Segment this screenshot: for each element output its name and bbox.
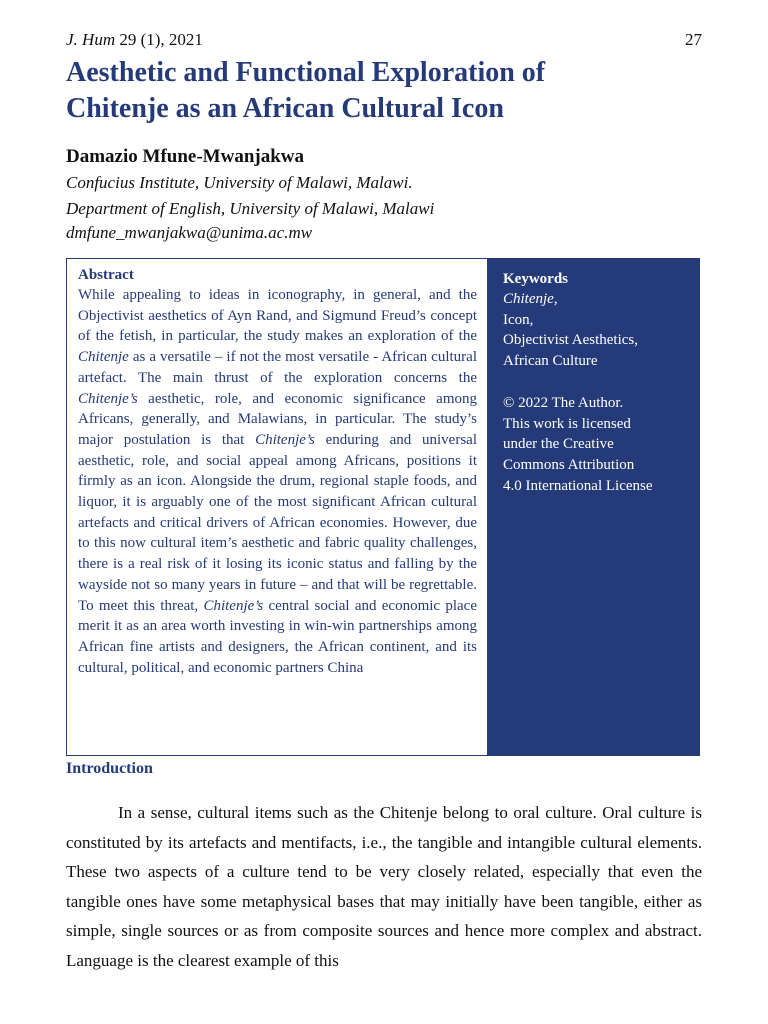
license-notice	[503, 393, 700, 497]
author-email: dmfune_mwanjakwa@unima.ac.mw	[66, 223, 313, 242]
abstract-column	[78, 265, 477, 678]
abstract-text	[78, 285, 477, 678]
abstract-heading: Abstract	[78, 267, 134, 283]
keyword-item: Chitenje,	[503, 291, 558, 307]
abstract-italic-term: Chitenje’s	[255, 431, 315, 448]
keywords-panel	[487, 259, 700, 755]
volume-issue-year: 29 (1), 2021	[119, 30, 203, 49]
journal-page	[66, 0, 702, 1024]
license-line: This work is licensed	[503, 415, 631, 432]
article-title	[66, 55, 702, 127]
introduction-paragraph: In a sense, cultural items such as the Chitenje belong to oral culture. Oral culture is constituted by its artefacts and mentifacts, i.e., the tangible and intangible cultural elements. These two aspects of a culture tend to be very closely related, especially that even the tangible ones have some metaphysical bases that may initially have been tangible, either as simple, single sources or as from composite sources and hence more complex and abstract. Language is the clearest example of this	[66, 803, 702, 970]
keywords-heading: Keywords	[503, 271, 568, 287]
abstract-segment: central social and economic place merit it as an area worth investing in win-win partnerships among African fine artists and designers, the African continent, and its cultural, political, and economic partners China	[78, 597, 477, 676]
abstract-segment: While appealing to ideas in iconography, in general, and the Objectivist aesthetics of Ayn Rand, and Sigmund Freud’s concept of the fetish, in particular, the study makes an exploration of the	[78, 287, 477, 345]
title-line-2: Chitenje as an African Cultural Icon	[66, 93, 504, 124]
title-line-1: Aesthetic and Functional Exploration of	[66, 57, 546, 88]
license-line: under the Creative	[503, 436, 614, 453]
page-number: 27	[685, 30, 702, 49]
license-line: Commons Attribution	[503, 456, 635, 473]
keyword-item: Icon,	[503, 311, 534, 328]
author-affiliation-2: Department of English, University of Malawi, Malawi	[66, 199, 435, 218]
introduction-heading: Introduction	[66, 760, 153, 777]
keyword-item: African Culture	[503, 353, 598, 370]
journal-abbrev: J. Hum	[66, 30, 116, 49]
abstract-italic-term: Chitenje’s	[78, 390, 138, 407]
author-name: Damazio Mfune-Mwanjakwa	[66, 146, 305, 167]
abstract-segment: enduring and universal aesthetic, role, and social appeal among Africans, positions it firmly as an icon. Alongside the drum, regional staple foods, and liquor, it is arguably one of the most significant African cultural artefacts and critical drivers of African economies. However, due to this now cultural item’s aesthetic and fabric quality challenges, there is a real risk of it losing its iconic status and falling by the wayside not so many years in future – and that will be regrettable. To meet this threat,	[78, 431, 477, 614]
license-line: 4.0 International License	[503, 477, 653, 494]
author-affiliation-1: Confucius Institute, University of Malawi, Malawi.	[66, 173, 413, 192]
abstract-box	[66, 258, 700, 756]
abstract-italic-term: Chitenje’s	[203, 597, 264, 614]
running-head	[66, 30, 702, 54]
abstract-segment: aesthetic, role, and economic significance among Africans, generally, and Malawians, in particular. The study’s major postulation is that	[78, 390, 477, 448]
keyword-item: Objectivist Aesthetics,	[503, 332, 638, 349]
license-line: © 2022 The Author.	[503, 394, 624, 411]
abstract-italic-term: Chitenje	[78, 349, 129, 366]
abstract-segment: as a versatile – if not the most versatile - African cultural artefact. The main thrust of the exploration concerns the	[78, 349, 477, 386]
journal-citation	[66, 30, 203, 50]
